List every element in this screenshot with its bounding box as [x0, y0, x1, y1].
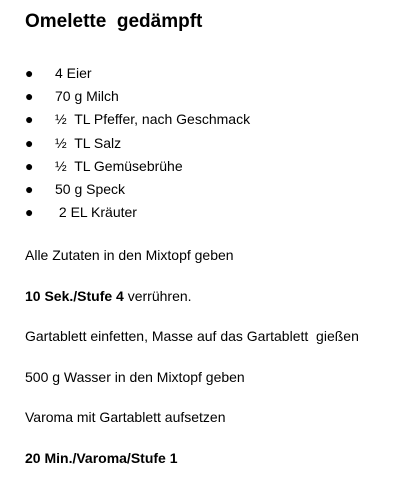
bullet-icon: ● [25, 204, 34, 221]
step-text: Alle Zutaten in den Mixtopf geben [25, 247, 234, 263]
bullet-icon: ● [25, 180, 34, 197]
step-text: 500 g Wasser in den Mixtopf geben [25, 369, 245, 385]
bullet-icon: ● [25, 134, 34, 151]
step-paragraph [25, 287, 192, 305]
ingredient-item [25, 110, 250, 133]
ingredient-text: 4 Eier [55, 65, 92, 81]
recipe-title: Omelette gedämpft [25, 11, 203, 32]
bullet-icon: ● [25, 157, 34, 174]
step-time-setting: 20 Min./Varoma/Stufe 1 [25, 450, 178, 466]
ingredient-item [25, 180, 250, 203]
step-time-setting: 10 Sek./Stufe 4 [25, 288, 124, 304]
ingredient-item [25, 87, 250, 110]
step-text: Varoma mit Gartablett aufsetzen [25, 409, 226, 425]
ingredient-list [25, 64, 250, 226]
ingredient-item [25, 157, 250, 180]
ingredient-text: ½ TL Gemüsebrühe [55, 157, 183, 174]
ingredient-text: ½ TL Salz [55, 134, 122, 151]
ingredient-item [25, 203, 250, 226]
step-text: Gartablett einfetten, Masse auf das Gartablett gießen [25, 328, 359, 344]
ingredient-text: 70 g Milch [55, 88, 119, 105]
ingredient-item [25, 134, 250, 157]
bullet-icon: ● [25, 65, 34, 81]
ingredient-text: 2 EL Kräuter [55, 204, 137, 221]
bullet-icon: ● [25, 88, 34, 105]
ingredient-text: 50 g Speck [55, 180, 126, 197]
ingredient-text: ½ TL Pfeffer, nach Geschmack [55, 111, 251, 128]
bullet-icon: ● [25, 111, 34, 128]
ingredient-item [25, 64, 250, 87]
step-text: verrühren. [123, 288, 192, 304]
